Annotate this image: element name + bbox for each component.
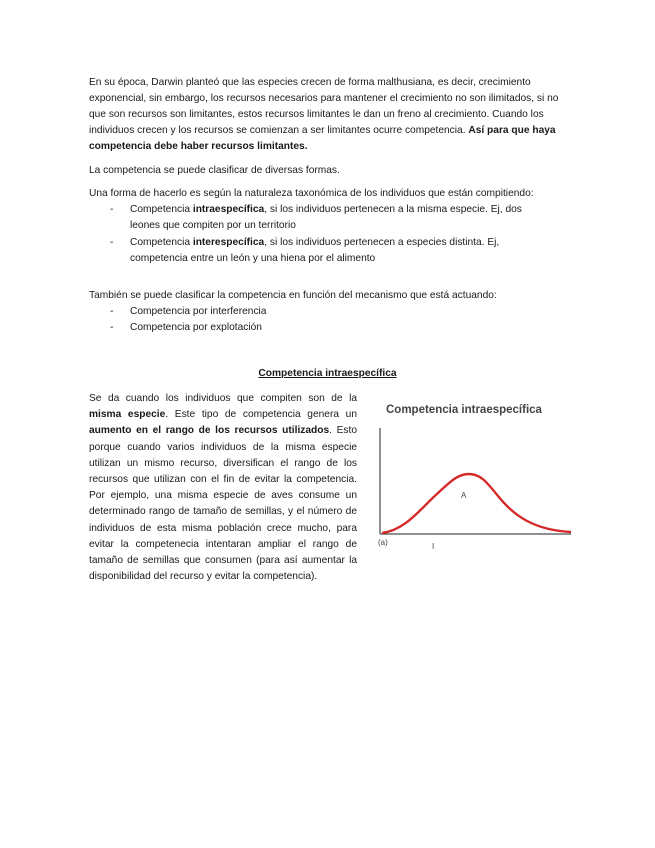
item-rest: , si los individuos pertenecen a especies distinta. Ej, competencia entre un león y una hiena por el alimento	[130, 237, 500, 264]
section-body	[89, 391, 357, 585]
tick-label: I	[432, 542, 435, 551]
panel-label: (a)	[378, 538, 388, 547]
body-text: . Esto porque cuando varios individuos de la misma especie utilizan un mismo recurso, diversifican el rango de los recursos que utilizan con el fin de evitar la competencia. Por ejemplo, una misma especie de aves consume un determinado rango de tamaño de semillas, y el número de individuos de esta misma población crece mucho, para evitar la competenecia intentaran ampliar el rango de tamaño de semillas que consumen (para así aumentar la disponibilidad del recurso y evitar la competencia).	[89, 425, 357, 583]
mechanism-intro: También se puede clasificar la competencia en función del mecanismo que está actuando:	[89, 290, 497, 301]
item-rest: , si los individuos pertenecen a la misma especie. Ej, dos leones que compiten por un territorio	[130, 204, 522, 231]
body-bold: misma especie	[89, 409, 166, 421]
bullet-dash: -	[110, 204, 114, 215]
section-title: Competencia intraespecífica	[258, 368, 397, 379]
item-text: Competencia por interferencia	[130, 306, 267, 317]
intro-text: En su época, Darwin planteó que las especies crecen de forma malthusiana, es decir, crecimiento exponencial, sin embargo, los recursos necesarios para mantener el crecimiento no son ilimitados, si no que son recursos son limitantes, estos recursos limitantes le dan un freno al crecimiento. Cuando los individuos crecen y los recursos se comienzan a ser limitantes ocurre competencia.	[89, 77, 559, 136]
bullet-dash: -	[110, 322, 114, 333]
taxonomic-intro: Una forma de hacerlo es según la naturaleza taxonómica de los individuos que están compitiendo:	[89, 188, 534, 199]
item-prefix: Competencia	[130, 204, 193, 215]
body-bold: aumento en el rango de los recursos utilizados	[89, 425, 330, 437]
intro-bold-text: Así para que haya competencia debe haber recursos limitantes.	[89, 125, 556, 152]
classify-line: La competencia se puede clasificar de diversas formas.	[89, 165, 340, 176]
competition-figure	[376, 398, 571, 558]
bullet-dash: -	[110, 237, 114, 248]
body-text: Se da cuando los individuos que compiten son de la	[89, 393, 357, 404]
intro-paragraph	[89, 75, 567, 155]
item-bold: intraespecífica	[192, 204, 265, 215]
curve-label: A	[461, 491, 467, 500]
item-prefix: Competencia	[130, 237, 193, 248]
competition-curve	[382, 474, 571, 533]
figure-title: Competencia intraespecífica	[386, 404, 542, 416]
body-text: . Este tipo de competencia genera un	[165, 409, 357, 421]
bullet-dash: -	[110, 306, 114, 317]
item-text: Competencia por explotación	[130, 322, 262, 333]
figure-svg	[376, 398, 571, 558]
item-bold: interespecífica	[192, 237, 265, 248]
